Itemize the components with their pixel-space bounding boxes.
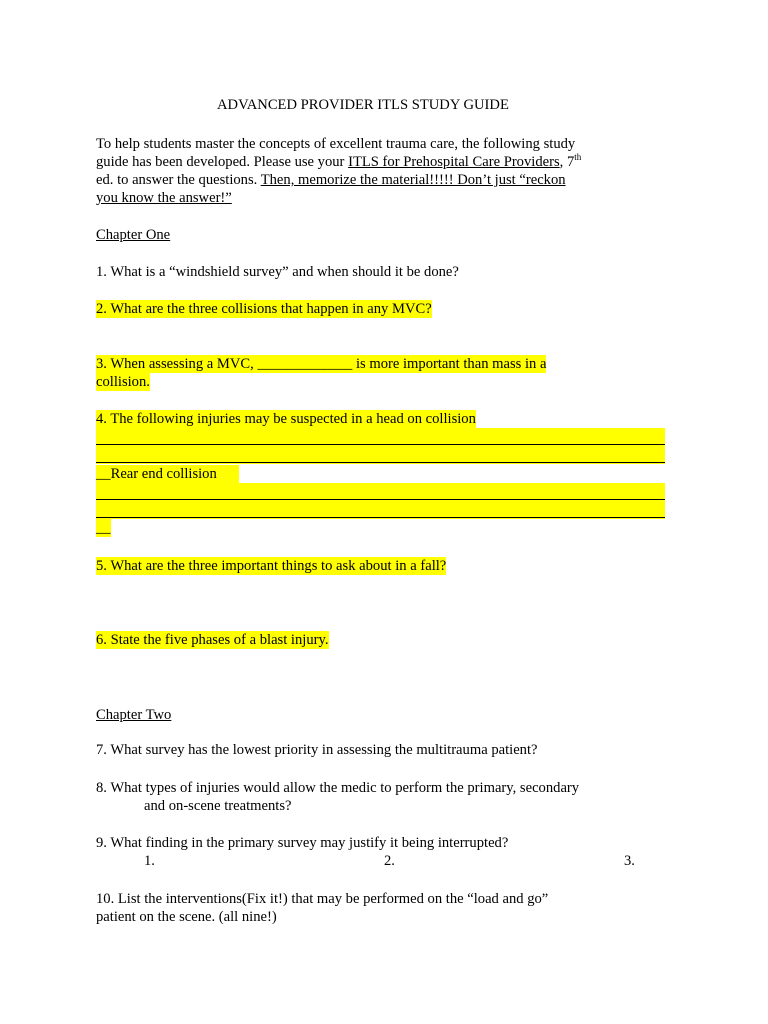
- answer-line: [96, 499, 665, 500]
- question-9-item-3: 3.: [624, 853, 635, 869]
- question-9-item-1: 1.: [144, 853, 155, 869]
- intro-emphasis: Then, memorize the material!!!!! Don’t just “reckon: [260, 172, 566, 188]
- question-1: 1. What is a “windshield survey” and when should it be done?: [96, 264, 459, 280]
- question-9: 9. What finding in the primary survey may justify it being interrupted?: [96, 835, 509, 851]
- answer-line: [96, 462, 665, 463]
- question-10-line-2: patient on the scene. (all nine!): [96, 909, 277, 925]
- document-title: ADVANCED PROVIDER ITLS STUDY GUIDE: [217, 97, 509, 113]
- question-8-line-1: 8. What types of injuries would allow the medic to perform the primary, secondary: [96, 780, 580, 796]
- answer-line-tail: __: [96, 520, 111, 536]
- intro-line-4: you know the answer!”: [96, 190, 232, 206]
- intro-line-3-prefix: ed. to answer the questions.: [96, 172, 261, 188]
- chapter-one-heading: Chapter One: [96, 227, 171, 243]
- question-8-line-2: and on-scene treatments?: [144, 798, 292, 814]
- intro-line-3: [96, 171, 566, 189]
- question-3-line-1: 3. When assessing a MVC, _____________ is more important than mass in a: [96, 356, 547, 372]
- question-3-line-2: collision.: [96, 374, 150, 390]
- rear-end-collision-label: __Rear end collision: [96, 465, 239, 483]
- chapter-two-heading: Chapter Two: [96, 707, 172, 723]
- question-2: 2. What are the three collisions that happen in any MVC?: [96, 301, 432, 317]
- edition-suffix: th: [574, 152, 582, 162]
- question-6: 6. State the five phases of a blast injury.: [96, 632, 329, 648]
- question-5: 5. What are the three important things to ask about in a fall?: [96, 558, 447, 574]
- question-4: 4. The following injuries may be suspected in a head on collision: [96, 411, 476, 427]
- answer-line: [96, 444, 665, 445]
- intro-line-1: To help students master the concepts of excellent trauma care, the following study: [96, 136, 576, 152]
- question-10-line-1: 10. List the interventions(Fix it!) that may be performed on the “load and go”: [96, 891, 549, 907]
- edition-number: , 7: [559, 154, 575, 170]
- question-9-item-2: 2.: [384, 853, 395, 869]
- book-title: ITLS for Prehospital Care Providers: [348, 154, 560, 170]
- intro-line-2: [96, 153, 581, 171]
- question-7: 7. What survey has the lowest priority in assessing the multitrauma patient?: [96, 742, 538, 758]
- answer-line: [96, 517, 665, 518]
- intro-line-2-prefix: guide has been developed. Please use your: [96, 154, 349, 170]
